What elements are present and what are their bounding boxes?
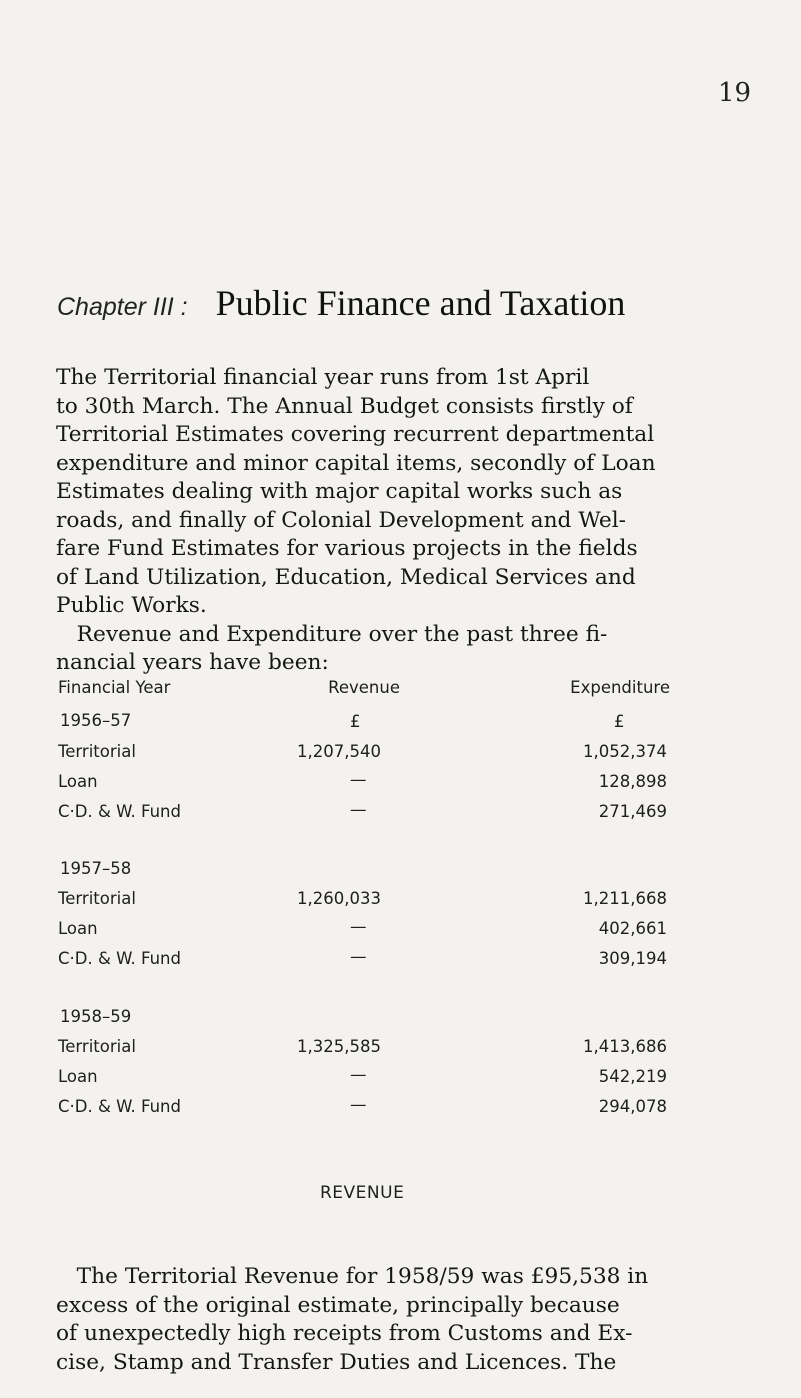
- row-label: Territorial: [58, 742, 136, 761]
- intro-line: Public Works.: [56, 593, 207, 618]
- row-revenue: —: [350, 917, 367, 936]
- row-label: Loan: [58, 1067, 98, 1086]
- intro-line: of Land Utilization, Education, Medical Services and: [56, 564, 636, 590]
- row-expenditure: 1,052,374: [583, 742, 667, 761]
- row-revenue: —: [350, 1095, 367, 1114]
- row-revenue: —: [350, 947, 367, 966]
- chapter-title: Public Finance and Taxation: [215, 283, 626, 323]
- row-revenue: —: [350, 770, 367, 789]
- row-expenditure: 542,219: [598, 1067, 667, 1086]
- intro-line: fare Fund Estimates for various projects in the fields: [56, 536, 638, 561]
- revenue-line: cise, Stamp and Transfer Duties and Licences. The: [56, 1349, 617, 1375]
- revenue-line: excess of the original estimate, principally because: [56, 1292, 620, 1318]
- year-label: 1958–59: [60, 1007, 132, 1026]
- row-expenditure: 271,469: [598, 802, 667, 821]
- intro-line: Territorial Estimates covering recurrent departmental: [56, 422, 655, 447]
- intro-line: The Territorial financial year runs from 1st April: [56, 365, 590, 390]
- expenditure-currency: £: [614, 712, 625, 731]
- row-label: C·D. & W. Fund: [58, 1097, 181, 1116]
- row-expenditure: 294,078: [598, 1097, 667, 1116]
- row-revenue: 1,260,033: [297, 889, 381, 908]
- intro-line: Revenue and Expenditure over the past three fi-: [56, 621, 608, 647]
- revenue-heading: REVENUE: [320, 1183, 405, 1203]
- header-revenue: Revenue: [328, 678, 400, 697]
- row-label: Territorial: [58, 1037, 136, 1056]
- row-expenditure: 128,898: [598, 772, 667, 791]
- intro-line: roads, and finally of Colonial Development and Wel-: [56, 507, 626, 533]
- year-label: 1956–57: [60, 711, 132, 730]
- row-expenditure: 309,194: [598, 949, 667, 968]
- row-revenue: —: [350, 800, 367, 819]
- header-expenditure: Expenditure: [570, 678, 670, 697]
- intro-line: nancial years have been:: [56, 650, 329, 675]
- row-label: C·D. & W. Fund: [58, 949, 181, 968]
- revenue-currency: £: [350, 712, 361, 731]
- row-label: Loan: [58, 919, 98, 938]
- revenue-line: The Territorial Revenue for 1958/59 was £95,538 in: [56, 1264, 649, 1289]
- page-number: 19: [718, 78, 752, 108]
- row-revenue: —: [350, 1065, 367, 1084]
- row-revenue: 1,207,540: [297, 742, 381, 761]
- intro-line: Estimates dealing with major capital works such as: [56, 479, 623, 504]
- intro-line: to 30th March. The Annual Budget consists firstly of: [56, 393, 633, 419]
- year-label: 1957–58: [60, 859, 132, 878]
- chapter-heading: [57, 282, 625, 324]
- row-expenditure: 1,413,686: [583, 1037, 667, 1056]
- row-label: Territorial: [58, 889, 136, 908]
- revenue-paragraph: [56, 1263, 746, 1377]
- revenue-line: of unexpectedly high receipts from Customs and Ex-: [56, 1321, 633, 1346]
- header-financial-year: Financial Year: [58, 678, 171, 697]
- row-expenditure: 1,211,668: [583, 889, 667, 908]
- row-label: Loan: [58, 772, 98, 791]
- row-label: C·D. & W. Fund: [58, 802, 181, 821]
- row-revenue: 1,325,585: [297, 1037, 381, 1056]
- intro-paragraph: [56, 364, 746, 678]
- row-expenditure: 402,661: [598, 919, 667, 938]
- chapter-label: Chapter III :: [57, 293, 188, 321]
- intro-line: expenditure and minor capital items, secondly of Loan: [56, 450, 656, 476]
